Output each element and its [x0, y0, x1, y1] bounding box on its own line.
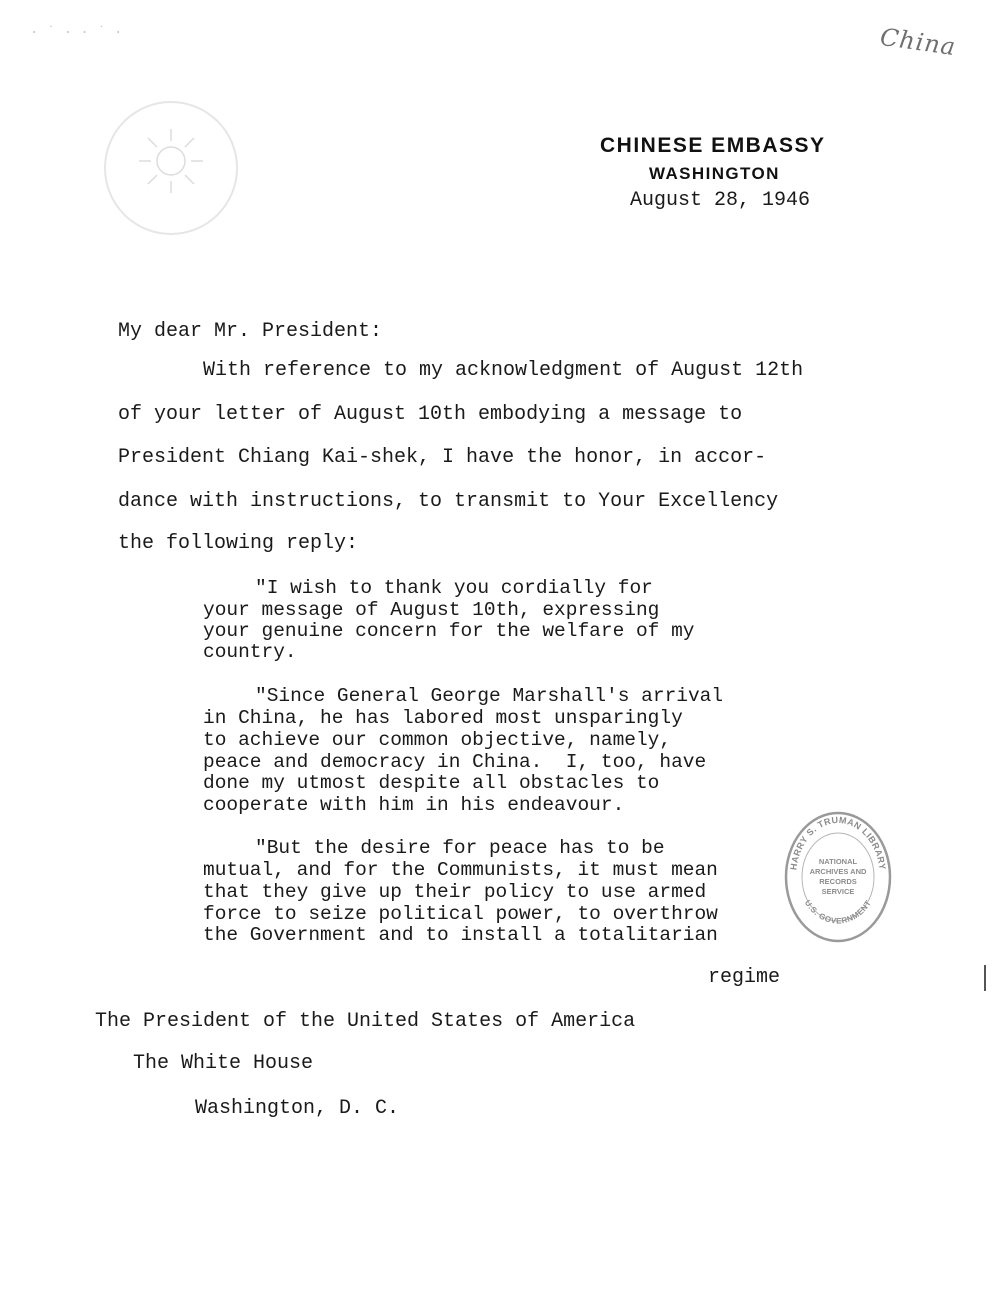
quote-line: "I wish to thank you cordially for — [255, 577, 653, 599]
stamp-bottom-arc: U.S. GOVERNMENT — [802, 898, 874, 926]
quote-line: in China, he has labored most unsparingly — [203, 707, 683, 729]
quote-line: peace and democracy in China. I, too, have — [203, 751, 707, 773]
salutation: My dear Mr. President: — [118, 320, 383, 343]
embassy-city: WASHINGTON — [649, 164, 780, 183]
quote-line: "Since General George Marshall's arrival — [255, 685, 724, 707]
embossed-seal-icon — [102, 99, 240, 237]
archive-stamp — [782, 808, 894, 946]
paper-specks: · ˙ · · ˙ · — [30, 25, 123, 41]
stamp-center-line: ARCHIVES AND — [809, 867, 867, 876]
edge-mark — [984, 965, 986, 991]
paragraph-line: the following reply: — [118, 532, 359, 555]
catchword: regime — [708, 966, 781, 989]
stamp-center-line: SERVICE — [821, 887, 855, 896]
quote-line: that they give up their policy to use armed — [203, 881, 707, 903]
quote-line: force to seize political power, to overthrow — [203, 903, 718, 925]
paragraph-line: dance with instructions, to transmit to Your Excellency — [118, 490, 779, 513]
quote-line: the Government and to install a totalitarian — [203, 924, 718, 946]
quote-line: cooperate with him in his endeavour. — [203, 794, 625, 816]
quote-line: to achieve our common objective, namely, — [203, 729, 672, 751]
address-line-1: The President of the United States of America — [95, 1010, 636, 1033]
quote-line: your genuine concern for the welfare of my — [203, 620, 695, 642]
quote-line: "But the desire for peace has to be — [255, 837, 665, 859]
handwritten-note: China — [878, 22, 958, 62]
quote-line: your message of August 10th, expressing — [203, 599, 660, 621]
quote-line: done my utmost despite all obstacles to — [203, 772, 660, 794]
stamp-center-line: NATIONAL — [818, 857, 858, 866]
svg-text:U.S. GOVERNMENT — [803, 898, 873, 925]
address-line-3: Washington, D. C. — [195, 1097, 400, 1120]
quote-line: mutual, and for the Communists, it must mean — [203, 859, 718, 881]
paragraph-line: President Chiang Kai-shek, I have the honor, in accor- — [118, 446, 767, 469]
paragraph-line: With reference to my acknowledgment of August 12th — [203, 359, 804, 382]
stamp-center-line: RECORDS — [819, 877, 857, 886]
letter-date: August 28, 1946 — [630, 189, 811, 212]
address-line-2: The White House — [133, 1052, 314, 1075]
quote-line: country. — [203, 641, 297, 663]
stamp-top-arc: HARRY S. TRUMAN LIBRARY — [788, 814, 888, 871]
paragraph-line: of your letter of August 10th embodying a message to — [118, 403, 743, 426]
embassy-name: CHINESE EMBASSY — [600, 134, 826, 157]
